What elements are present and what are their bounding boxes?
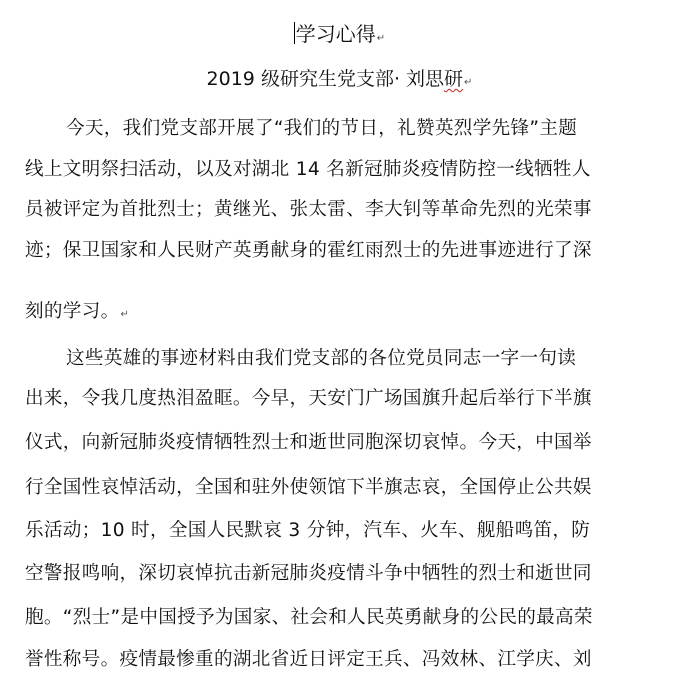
body-line-end	[25, 299, 665, 325]
body-line: 出来，令我几度热泪盈眶。今早，天安门广场国旗升起后举行下半旗	[25, 388, 592, 409]
paragraph-mark-icon: ↵	[376, 33, 386, 44]
paragraph-mark-icon: ↵	[464, 77, 473, 88]
subtitle-text: 2019 级研究生党支部· 刘思	[206, 68, 445, 90]
document-title	[0, 20, 679, 48]
text-cursor	[294, 22, 295, 44]
body-line: 乐活动；10 时，全国人民默哀 3 分钟，汽车、火车、舰船鸣笛，防	[25, 520, 591, 541]
title-text: 学习心得	[295, 22, 376, 46]
body-line: 今天，我们党支部开展了“我们的节日，礼赞英烈学先锋”主题	[66, 118, 578, 139]
body-line: 这些英雄的事迹材料由我们党支部的各位党员同志一字一句读	[66, 348, 577, 369]
spellcheck-flagged-word: 研	[444, 68, 464, 90]
body-line-text: 刻的学习。	[25, 301, 120, 322]
body-line: 胞。“烈士”是中国授予为国家、社会和人民英勇献身的公民的最高荣	[25, 607, 593, 628]
body-line: 员被评定为首批烈士；黄继光、张太雷、李大钊等革命先烈的光荣事	[25, 199, 592, 220]
body-line: 誉性称号。疫情最惨重的湖北省近日评定王兵、冯效林、江学庆、刘	[25, 649, 592, 670]
paragraph-mark-icon: ↵	[120, 309, 130, 320]
body-line: 线上文明祭扫活动，以及对湖北 14 名新冠肺炎疫情防控一线牺牲人	[25, 159, 591, 180]
body-line: 行全国性哀悼活动，全国和驻外使领馆下半旗志哀，全国停止公共娱	[25, 477, 592, 498]
body-line: 空警报鸣响，深切哀悼抗击新冠肺炎疫情斗争中牺牲的烈士和逝世同	[25, 563, 592, 584]
body-line: 仪式，向新冠肺炎疫情牺牲烈士和逝世同胞深切哀悼。今天，中国举	[25, 432, 592, 453]
body-line: 迹；保卫国家和人民财产英勇献身的霍红雨烈士的先进事迹进行了深	[25, 240, 592, 261]
document-subtitle	[0, 65, 679, 93]
